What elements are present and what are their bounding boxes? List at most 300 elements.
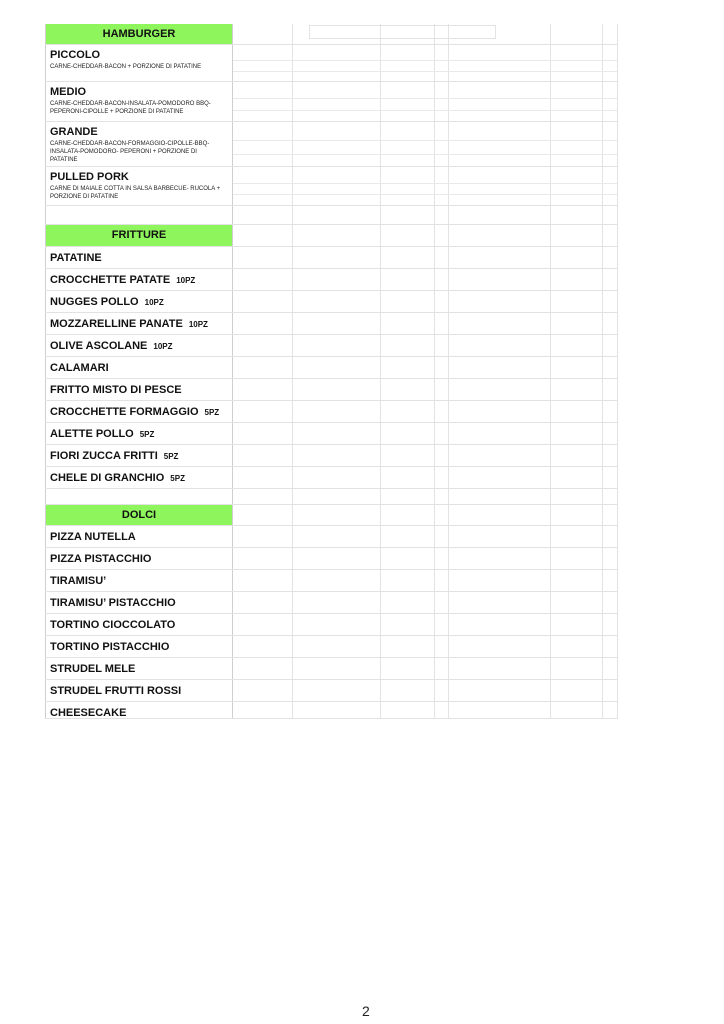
grid-column xyxy=(434,489,449,504)
grid-column xyxy=(448,122,551,166)
menu-item-cell xyxy=(45,82,233,121)
grid-column xyxy=(292,225,381,246)
menu-item-row xyxy=(45,291,618,313)
menu-item-name: FRITTO MISTO DI PESCE xyxy=(50,384,182,396)
grid-column xyxy=(434,658,449,679)
page-number: 2 xyxy=(362,1003,370,1019)
grid-column xyxy=(292,467,381,488)
menu-item-line xyxy=(50,335,232,353)
menu-sheet xyxy=(45,24,618,719)
grid-column xyxy=(550,548,603,569)
grid-subline xyxy=(233,140,617,141)
menu-item-quantity: 5PZ xyxy=(139,430,155,439)
menu-item-row xyxy=(45,526,618,548)
grid-column xyxy=(602,614,618,635)
menu-item-cell xyxy=(45,658,233,679)
grid-column xyxy=(434,702,449,718)
grid-column xyxy=(550,570,603,591)
grid-column xyxy=(233,592,293,613)
grid-column xyxy=(602,505,618,525)
grid-column xyxy=(380,291,435,312)
menu-item-cell xyxy=(45,548,233,569)
grid-column xyxy=(292,247,381,268)
menu-item-row xyxy=(45,357,618,379)
grid-column xyxy=(602,291,618,312)
grid-column xyxy=(233,225,293,246)
grid-column xyxy=(434,445,449,466)
grid-column xyxy=(550,636,603,657)
grid-column xyxy=(434,680,449,701)
menu-item-quantity: 10PZ xyxy=(144,298,164,307)
menu-item-name: MOZZARELLINE PANATE xyxy=(50,318,183,330)
menu-item-description: CARNE DI MAIALE COTTA IN SALSA BARBECUE- RUCOLA + PORZIONE DI PATATINE xyxy=(50,186,221,200)
grid-column xyxy=(434,247,449,268)
grid-column xyxy=(292,423,381,444)
grid-column xyxy=(233,167,293,205)
grid-column xyxy=(550,505,603,525)
grid-column xyxy=(434,335,449,356)
grid-column xyxy=(602,526,618,547)
grid-column xyxy=(233,247,293,268)
grid-column xyxy=(602,636,618,657)
grid-column xyxy=(448,225,551,246)
grid-subline xyxy=(233,98,617,99)
menu-item-name: OLIVE ASCOLANE xyxy=(50,340,148,352)
grid-column xyxy=(233,313,293,334)
grid-column xyxy=(292,206,381,224)
grid-column xyxy=(602,401,618,422)
menu-item-row xyxy=(45,467,618,489)
grid-column xyxy=(233,614,293,635)
grid-column xyxy=(292,24,381,44)
menu-item-name: NUGGES POLLO xyxy=(50,296,139,308)
grid-subline xyxy=(233,154,617,155)
grid-column xyxy=(434,82,449,121)
menu-item-name: CHELE DI GRANCHIO xyxy=(50,472,165,484)
menu-item-cell xyxy=(45,291,233,312)
grid-column xyxy=(292,658,381,679)
menu-item-line xyxy=(50,636,232,654)
grid-column xyxy=(602,548,618,569)
grid-column xyxy=(292,313,381,334)
menu-item-row xyxy=(45,423,618,445)
grid-column xyxy=(233,122,293,166)
menu-item-name: PIZZA PISTACCHIO xyxy=(50,553,152,565)
grid-column xyxy=(380,122,435,166)
grid-column xyxy=(380,614,435,635)
menu-item-name: PULLED PORK xyxy=(50,171,129,183)
grid-column xyxy=(434,206,449,224)
grid-column xyxy=(448,401,551,422)
grid-column xyxy=(380,636,435,657)
grid-column xyxy=(448,269,551,290)
grid-column xyxy=(233,467,293,488)
menu-item-cell xyxy=(45,401,233,422)
menu-item-cell xyxy=(45,614,233,635)
grid-column xyxy=(380,570,435,591)
grid-column xyxy=(434,592,449,613)
menu-item-line xyxy=(50,526,232,544)
grid-column xyxy=(602,467,618,488)
grid-column xyxy=(448,313,551,334)
menu-item-cell xyxy=(45,680,233,701)
menu-item-name: PIZZA NUTELLA xyxy=(50,531,136,543)
grid-column xyxy=(233,206,293,224)
menu-item-row xyxy=(45,680,618,702)
menu-item-row xyxy=(45,82,618,122)
menu-item-name: PICCOLO xyxy=(50,49,101,61)
menu-item-name: STRUDEL FRUTTI ROSSI xyxy=(50,685,182,697)
grid-column xyxy=(233,357,293,378)
grid-column xyxy=(434,167,449,205)
grid-column xyxy=(292,614,381,635)
grid-column xyxy=(380,445,435,466)
menu-item-name: TIRAMISU’ PISTACCHIO xyxy=(50,597,176,609)
grid-column xyxy=(602,658,618,679)
grid-column xyxy=(380,489,435,504)
menu-item-row xyxy=(45,570,618,592)
grid-column xyxy=(380,680,435,701)
menu-item-cell xyxy=(45,335,233,356)
grid-column xyxy=(550,658,603,679)
grid-column xyxy=(380,82,435,121)
grid-column xyxy=(550,423,603,444)
menu-item-line xyxy=(50,313,232,331)
grid-column xyxy=(448,680,551,701)
menu-item-name: ALETTE POLLO xyxy=(50,428,134,440)
grid-column xyxy=(550,445,603,466)
menu-item-name: CHEESECAKE xyxy=(50,707,127,718)
grid-column xyxy=(602,313,618,334)
menu-item-name: CALAMARI xyxy=(50,362,109,374)
grid-column xyxy=(448,335,551,356)
menu-item-line xyxy=(50,45,232,62)
menu-item-line xyxy=(50,467,232,485)
grid-column xyxy=(380,505,435,525)
grid-column xyxy=(434,548,449,569)
grid-column xyxy=(434,357,449,378)
menu-item-line xyxy=(50,680,232,698)
spacer-row xyxy=(45,206,618,225)
grid-column xyxy=(550,269,603,290)
grid-column xyxy=(448,291,551,312)
menu-item-row xyxy=(45,269,618,291)
menu-item-row xyxy=(45,445,618,467)
menu-item-line xyxy=(50,614,232,632)
menu-item-cell xyxy=(45,313,233,334)
grid-column xyxy=(448,467,551,488)
grid-column xyxy=(292,291,381,312)
menu-item-cell xyxy=(45,247,233,268)
grid-column xyxy=(550,401,603,422)
menu-item-name: TORTINO CIOCCOLATO xyxy=(50,619,176,631)
grid-column xyxy=(434,570,449,591)
grid-column xyxy=(602,206,618,224)
grid-column xyxy=(380,45,435,81)
grid-column xyxy=(233,702,293,718)
section-header-row xyxy=(45,225,618,247)
menu-item-name: PATATINE xyxy=(50,252,102,264)
grid-column xyxy=(233,636,293,657)
grid-column xyxy=(292,401,381,422)
menu-item-cell xyxy=(45,45,233,81)
grid-column xyxy=(233,680,293,701)
menu-item-cell xyxy=(45,423,233,444)
grid-column xyxy=(233,548,293,569)
grid-column xyxy=(448,548,551,569)
grid-column xyxy=(448,614,551,635)
menu-item-name: FIORI ZUCCA FRITTI xyxy=(50,450,158,462)
grid-column xyxy=(380,526,435,547)
menu-item-line xyxy=(50,357,232,375)
menu-item-cell xyxy=(45,570,233,591)
grid-column xyxy=(602,489,618,504)
grid-column xyxy=(233,45,293,81)
spacer-cell xyxy=(45,489,233,504)
grid-column xyxy=(292,379,381,400)
section-header-row xyxy=(45,24,618,45)
menu-item-row xyxy=(45,379,618,401)
grid-column xyxy=(550,122,603,166)
menu-item-cell xyxy=(45,592,233,613)
grid-column xyxy=(292,548,381,569)
grid-column xyxy=(448,423,551,444)
menu-item-name: CROCCHETTE FORMAGGIO xyxy=(50,406,199,418)
grid-column xyxy=(434,45,449,81)
grid-column xyxy=(380,167,435,205)
menu-item-row xyxy=(45,702,618,719)
grid-column xyxy=(550,82,603,121)
grid-column xyxy=(233,335,293,356)
grid-column xyxy=(550,592,603,613)
grid-column xyxy=(602,24,618,44)
grid-column xyxy=(233,379,293,400)
grid-column xyxy=(292,122,381,166)
grid-column xyxy=(602,335,618,356)
menu-item-quantity: 10PZ xyxy=(188,320,208,329)
grid-column xyxy=(448,592,551,613)
grid-column xyxy=(233,489,293,504)
menu-item-line xyxy=(50,658,232,676)
grid-column xyxy=(434,423,449,444)
menu-item-line xyxy=(50,702,232,718)
menu-item-line xyxy=(50,167,232,184)
menu-item-line xyxy=(50,445,232,463)
grid-column xyxy=(380,423,435,444)
grid-column xyxy=(434,526,449,547)
grid-column xyxy=(448,82,551,121)
grid-column xyxy=(292,636,381,657)
grid-column xyxy=(434,467,449,488)
grid-column xyxy=(602,122,618,166)
grid-column xyxy=(233,570,293,591)
menu-item-cell xyxy=(45,379,233,400)
grid-subline xyxy=(233,71,617,72)
grid-column xyxy=(380,206,435,224)
grid-column xyxy=(233,269,293,290)
grid-column xyxy=(550,291,603,312)
section-title: FRITTURE xyxy=(45,225,233,246)
grid-column xyxy=(434,401,449,422)
grid-subline xyxy=(233,60,617,61)
menu-item-line xyxy=(50,379,232,397)
section-header-row xyxy=(45,505,618,526)
menu-item-cell xyxy=(45,167,233,205)
grid-column xyxy=(602,445,618,466)
grid-column xyxy=(550,247,603,268)
menu-item-name: TORTINO PISTACCHIO xyxy=(50,641,170,653)
grid-column xyxy=(380,357,435,378)
grid-column xyxy=(550,45,603,81)
section-title: HAMBURGER xyxy=(45,24,233,44)
menu-item-cell xyxy=(45,636,233,657)
grid-column xyxy=(233,445,293,466)
menu-item-cell xyxy=(45,467,233,488)
grid-column xyxy=(434,291,449,312)
menu-item-quantity: 10PZ xyxy=(153,342,173,351)
grid-column xyxy=(434,269,449,290)
grid-column xyxy=(602,379,618,400)
grid-column xyxy=(380,467,435,488)
grid-column xyxy=(292,702,381,718)
grid-subline xyxy=(233,194,617,195)
grid-column xyxy=(448,445,551,466)
grid-column xyxy=(233,423,293,444)
grid-column xyxy=(448,505,551,525)
menu-item-row xyxy=(45,167,618,206)
grid-column xyxy=(380,592,435,613)
menu-item-description: CARNE-CHEDDAR-BACON + PORZIONE DI PATATINE xyxy=(50,64,202,70)
menu-item-cell xyxy=(45,445,233,466)
grid-column xyxy=(292,526,381,547)
menu-item-name: STRUDEL MELE xyxy=(50,663,136,675)
menu-item-description: CARNE-CHEDDAR-BACON-INSALATA-POMODORO BBQ-PEPERONI-CIPOLLE + PORZIONE DI PATATINE xyxy=(50,101,211,115)
grid-column xyxy=(434,313,449,334)
grid-column xyxy=(292,489,381,504)
grid-column xyxy=(292,592,381,613)
menu-item-cell xyxy=(45,357,233,378)
menu-item-line xyxy=(50,592,232,610)
grid-column xyxy=(292,82,381,121)
grid-column xyxy=(292,570,381,591)
grid-column xyxy=(550,467,603,488)
grid-column xyxy=(434,225,449,246)
menu-item-quantity: 5PZ xyxy=(204,408,220,417)
menu-item-description: CARNE-CHEDDAR-BACON-FORMAGGIO-CIPOLLE-BBQ-INSALATA-POMODORO- PEPERONI + PORZIONE DI PATATINE xyxy=(50,141,210,163)
grid-column xyxy=(434,636,449,657)
section-title: DOLCI xyxy=(45,505,233,525)
grid-column xyxy=(292,167,381,205)
grid-column xyxy=(602,82,618,121)
grid-column xyxy=(448,357,551,378)
menu-item-cell xyxy=(45,702,233,718)
grid-column xyxy=(233,526,293,547)
grid-column xyxy=(380,313,435,334)
menu-item-name: CROCCHETTE PATATE xyxy=(50,274,171,286)
grid-column xyxy=(292,505,381,525)
grid-column xyxy=(380,335,435,356)
grid-column xyxy=(550,24,603,44)
grid-column xyxy=(233,291,293,312)
grid-column xyxy=(233,82,293,121)
grid-column xyxy=(380,658,435,679)
grid-column xyxy=(380,379,435,400)
menu-item-name: GRANDE xyxy=(50,126,98,138)
menu-item-row xyxy=(45,122,618,167)
grid-column xyxy=(292,335,381,356)
menu-item-line xyxy=(50,82,232,99)
grid-column xyxy=(448,247,551,268)
grid-column xyxy=(550,357,603,378)
menu-item-cell xyxy=(45,122,233,166)
grid-column xyxy=(448,658,551,679)
grid-column xyxy=(380,24,435,44)
menu-item-line xyxy=(50,247,232,265)
grid-column xyxy=(434,379,449,400)
grid-column xyxy=(448,570,551,591)
menu-item-line xyxy=(50,423,232,441)
menu-item-row xyxy=(45,636,618,658)
grid-column xyxy=(448,489,551,504)
grid-column xyxy=(292,45,381,81)
menu-item-cell xyxy=(45,526,233,547)
grid-column xyxy=(550,526,603,547)
grid-column xyxy=(233,401,293,422)
grid-column xyxy=(292,445,381,466)
grid-column xyxy=(550,335,603,356)
grid-column xyxy=(602,702,618,718)
grid-column xyxy=(448,45,551,81)
menu-item-line xyxy=(50,401,232,419)
menu-item-row xyxy=(45,313,618,335)
grid-column xyxy=(434,122,449,166)
grid-column xyxy=(448,526,551,547)
grid-column xyxy=(602,680,618,701)
menu-item-name: TIRAMISU’ xyxy=(50,575,107,587)
menu-item-row xyxy=(45,45,618,82)
grid-column xyxy=(448,167,551,205)
menu-item-cell xyxy=(45,269,233,290)
grid-column xyxy=(550,379,603,400)
grid-column xyxy=(380,247,435,268)
grid-column xyxy=(550,167,603,205)
grid-column xyxy=(448,702,551,718)
menu-item-line xyxy=(50,570,232,588)
grid-column xyxy=(380,401,435,422)
grid-column xyxy=(434,24,449,44)
menu-item-line xyxy=(50,548,232,566)
grid-column xyxy=(602,45,618,81)
menu-item-row xyxy=(45,335,618,357)
grid-column xyxy=(602,225,618,246)
grid-column xyxy=(380,702,435,718)
grid-column xyxy=(602,167,618,205)
grid-column xyxy=(602,592,618,613)
grid-column xyxy=(550,206,603,224)
menu-item-row xyxy=(45,548,618,570)
menu-item-quantity: 5PZ xyxy=(170,474,185,483)
grid-column xyxy=(550,313,603,334)
menu-item-line xyxy=(50,291,232,309)
menu-item-row xyxy=(45,614,618,636)
menu-item-line xyxy=(50,122,232,139)
menu-item-name: MEDIO xyxy=(50,86,87,98)
grid-column xyxy=(550,225,603,246)
grid-column xyxy=(233,505,293,525)
grid-column xyxy=(550,489,603,504)
grid-column xyxy=(380,548,435,569)
grid-column xyxy=(380,225,435,246)
